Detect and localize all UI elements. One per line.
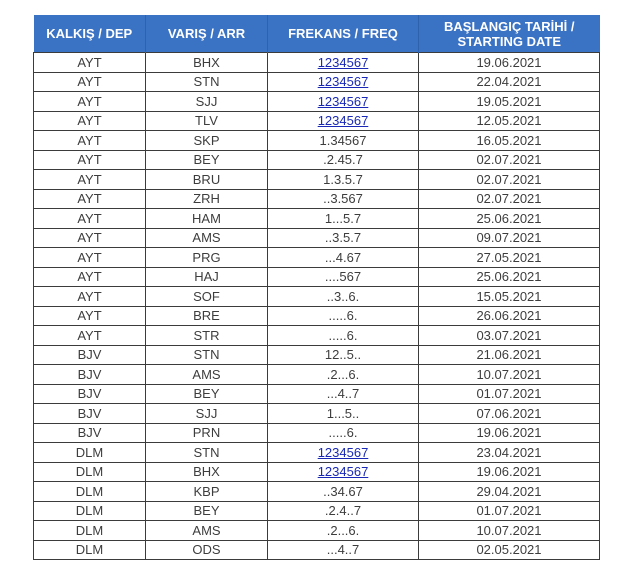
cell-arrival: TLV: [146, 111, 268, 131]
table-body: [34, 53, 600, 560]
table-row: [34, 92, 600, 112]
cell-starting-date: 02.07.2021: [419, 150, 600, 170]
table-row: [34, 248, 600, 268]
cell-starting-date: 19.06.2021: [419, 423, 600, 443]
cell-arrival: BHX: [146, 462, 268, 482]
cell-arrival: KBP: [146, 482, 268, 502]
cell-departure: AYT: [34, 287, 146, 307]
table-row: [34, 131, 600, 151]
cell-departure: AYT: [34, 131, 146, 151]
cell-starting-date: 10.07.2021: [419, 521, 600, 541]
frequency-link[interactable]: 1234567: [317, 54, 369, 70]
cell-frequency: .....6.: [268, 306, 419, 326]
cell-frequency: ..3.567: [268, 189, 419, 209]
cell-departure: AYT: [34, 209, 146, 229]
table-row: [34, 326, 600, 346]
cell-departure: DLM: [34, 462, 146, 482]
table-row: [34, 189, 600, 209]
cell-starting-date: 16.05.2021: [419, 131, 600, 151]
cell-frequency: .....6.: [268, 423, 419, 443]
cell-arrival: BEY: [146, 384, 268, 404]
cell-departure: DLM: [34, 521, 146, 541]
table-row: [34, 345, 600, 365]
cell-starting-date: 09.07.2021: [419, 228, 600, 248]
cell-starting-date: 25.06.2021: [419, 267, 600, 287]
flight-schedule: [33, 15, 599, 560]
cell-frequency: 1...5..: [268, 404, 419, 424]
cell-frequency: ..3..6.: [268, 287, 419, 307]
cell-arrival: PRN: [146, 423, 268, 443]
cell-starting-date: 02.05.2021: [419, 540, 600, 560]
table-row: [34, 404, 600, 424]
cell-starting-date: 27.05.2021: [419, 248, 600, 268]
header-row: [34, 15, 600, 53]
table-row: [34, 209, 600, 229]
frequency-link[interactable]: 1234567: [317, 113, 369, 129]
cell-frequency: 1.34567: [268, 131, 419, 151]
cell-frequency: .2...6.: [268, 521, 419, 541]
cell-departure: AYT: [34, 228, 146, 248]
table-row: [34, 228, 600, 248]
cell-arrival: BRE: [146, 306, 268, 326]
table-row: [34, 111, 600, 131]
cell-arrival: BHX: [146, 53, 268, 73]
cell-arrival: STN: [146, 72, 268, 92]
cell-departure: AYT: [34, 111, 146, 131]
cell-departure: AYT: [34, 150, 146, 170]
cell-departure: AYT: [34, 189, 146, 209]
cell-arrival: SJJ: [146, 404, 268, 424]
table-row: [34, 287, 600, 307]
cell-departure: DLM: [34, 501, 146, 521]
cell-starting-date: 22.04.2021: [419, 72, 600, 92]
cell-starting-date: 12.05.2021: [419, 111, 600, 131]
cell-frequency: 1.3.5.7: [268, 170, 419, 190]
cell-departure: AYT: [34, 170, 146, 190]
table-row: [34, 462, 600, 482]
cell-arrival: AMS: [146, 365, 268, 385]
cell-departure: AYT: [34, 326, 146, 346]
table-row: [34, 150, 600, 170]
cell-arrival: ODS: [146, 540, 268, 560]
cell-frequency: ..3.5.7: [268, 228, 419, 248]
cell-starting-date: 19.06.2021: [419, 53, 600, 73]
cell-arrival: ZRH: [146, 189, 268, 209]
table-row: [34, 306, 600, 326]
cell-starting-date: 29.04.2021: [419, 482, 600, 502]
table-row: [34, 521, 600, 541]
cell-frequency: ...4..7: [268, 540, 419, 560]
cell-starting-date: 02.07.2021: [419, 170, 600, 190]
cell-starting-date: 21.06.2021: [419, 345, 600, 365]
cell-frequency: [268, 443, 419, 463]
cell-starting-date: 26.06.2021: [419, 306, 600, 326]
header-arrival: VARIŞ / ARR: [146, 15, 268, 53]
cell-frequency: .2.4..7: [268, 501, 419, 521]
cell-frequency: ....567: [268, 267, 419, 287]
cell-departure: AYT: [34, 248, 146, 268]
table-row: [34, 540, 600, 560]
cell-arrival: BEY: [146, 150, 268, 170]
header-starting-date-line1: BAŞLANGIÇ TARİHİ /: [444, 18, 575, 34]
cell-departure: BJV: [34, 345, 146, 365]
cell-starting-date: 19.05.2021: [419, 92, 600, 112]
cell-departure: DLM: [34, 482, 146, 502]
table-row: [34, 365, 600, 385]
frequency-link[interactable]: 1234567: [317, 93, 369, 109]
cell-frequency: .....6.: [268, 326, 419, 346]
header-starting-date-line2: STARTING DATE: [457, 33, 561, 49]
cell-departure: DLM: [34, 540, 146, 560]
cell-starting-date: 01.07.2021: [419, 384, 600, 404]
frequency-link[interactable]: 1234567: [317, 444, 369, 460]
cell-frequency: ...4.67: [268, 248, 419, 268]
cell-departure: BJV: [34, 423, 146, 443]
cell-frequency: 1...5.7: [268, 209, 419, 229]
cell-arrival: STN: [146, 443, 268, 463]
table-row: [34, 384, 600, 404]
cell-departure: BJV: [34, 365, 146, 385]
cell-arrival: STN: [146, 345, 268, 365]
cell-frequency: [268, 72, 419, 92]
cell-frequency: [268, 462, 419, 482]
header-frequency: FREKANS / FREQ: [268, 15, 419, 53]
cell-departure: AYT: [34, 92, 146, 112]
cell-departure: AYT: [34, 53, 146, 73]
cell-starting-date: 25.06.2021: [419, 209, 600, 229]
table-row: [34, 501, 600, 521]
table-header: [34, 15, 600, 53]
cell-frequency: .2.45.7: [268, 150, 419, 170]
cell-departure: BJV: [34, 404, 146, 424]
cell-frequency: ...4..7: [268, 384, 419, 404]
cell-departure: BJV: [34, 384, 146, 404]
cell-arrival: AMS: [146, 228, 268, 248]
frequency-link[interactable]: 1234567: [317, 464, 369, 480]
cell-arrival: HAM: [146, 209, 268, 229]
table-row: [34, 72, 600, 92]
table-row: [34, 423, 600, 443]
table-row: [34, 267, 600, 287]
cell-frequency: [268, 53, 419, 73]
cell-departure: DLM: [34, 443, 146, 463]
cell-starting-date: 19.06.2021: [419, 462, 600, 482]
cell-arrival: SKP: [146, 131, 268, 151]
table-row: [34, 53, 600, 73]
cell-frequency: 12..5..: [268, 345, 419, 365]
flight-schedule-table: [33, 15, 600, 560]
cell-starting-date: 01.07.2021: [419, 501, 600, 521]
cell-departure: AYT: [34, 306, 146, 326]
cell-starting-date: 02.07.2021: [419, 189, 600, 209]
table-row: [34, 443, 600, 463]
cell-starting-date: 23.04.2021: [419, 443, 600, 463]
cell-arrival: PRG: [146, 248, 268, 268]
cell-arrival: SOF: [146, 287, 268, 307]
cell-arrival: HAJ: [146, 267, 268, 287]
cell-arrival: BRU: [146, 170, 268, 190]
cell-frequency: ..34.67: [268, 482, 419, 502]
cell-arrival: AMS: [146, 521, 268, 541]
cell-arrival: SJJ: [146, 92, 268, 112]
cell-starting-date: 10.07.2021: [419, 365, 600, 385]
cell-frequency: [268, 92, 419, 112]
cell-starting-date: 03.07.2021: [419, 326, 600, 346]
header-departure: KALKIŞ / DEP: [34, 15, 146, 53]
table-row: [34, 482, 600, 502]
cell-starting-date: 15.05.2021: [419, 287, 600, 307]
cell-frequency: [268, 111, 419, 131]
cell-starting-date: 07.06.2021: [419, 404, 600, 424]
cell-arrival: BEY: [146, 501, 268, 521]
cell-frequency: .2...6.: [268, 365, 419, 385]
frequency-link[interactable]: 1234567: [317, 74, 369, 90]
table-row: [34, 170, 600, 190]
header-starting-date: [419, 15, 600, 53]
cell-departure: AYT: [34, 72, 146, 92]
cell-departure: AYT: [34, 267, 146, 287]
cell-arrival: STR: [146, 326, 268, 346]
